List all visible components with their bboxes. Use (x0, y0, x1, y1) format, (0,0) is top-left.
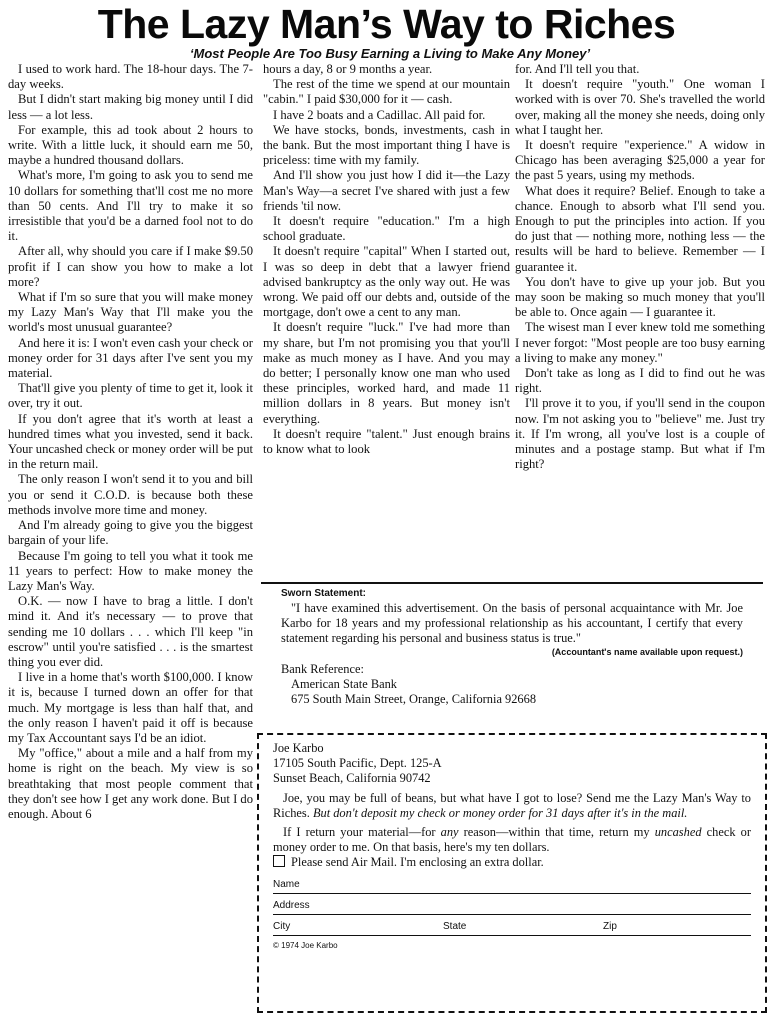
paragraph: It doesn't require "education." I'm a high school graduate. (263, 214, 510, 244)
paragraph: That'll give you plenty of time to get it, look it over, try it out. (8, 381, 253, 411)
bank-name: American State Bank (291, 677, 397, 691)
address-field-label: Address (273, 899, 310, 911)
paragraph: If you don't agree that it's worth at least a hundred times what you invested, send it back. Your uncashed check or money order will be put in the return mail. (8, 411, 253, 472)
paragraph: The only reason I won't send it to you and bill you or send it C.O.D. is because both these methods involve more time and money. (8, 472, 253, 517)
sworn-statement-box (261, 582, 763, 724)
column-3 (515, 62, 765, 472)
accountant-note: (Accountant's name available upon request.) (551, 647, 743, 657)
order-coupon[interactable] (257, 733, 767, 1013)
paragraph: hours a day, 8 or 9 months a year. (263, 62, 433, 76)
paragraph: The rest of the time we spend at our mountain "cabin." I paid $30,000 for it — cash. (263, 77, 510, 107)
coupon-address-line-1: 17105 South Pacific, Dept. 125-A (273, 755, 442, 770)
paragraph: I have 2 boats and a Cadillac. All paid for. (273, 107, 486, 122)
column-2 (263, 62, 510, 457)
paragraph: The wisest man I ever knew told me something I never forgot: "Most people are too busy earning a living to make any money." (515, 320, 765, 365)
paragraph: I used to work hard. The 18-hour days. The 7-day weeks. (8, 62, 253, 92)
zip-field-label: Zip (603, 920, 617, 932)
city-state-zip-field[interactable] (273, 915, 751, 936)
paragraph: And I'll show you just how I did it—the Lazy Man's Way—a secret I've shared with just a few friends 'til now. (263, 168, 510, 213)
subhead: ‘Most People Are Too Busy Earning a Living to Make Any Money’ (189, 46, 591, 61)
coupon-body-1-italic: But don't deposit my check or money order for 31 days after it's in the mail. (312, 806, 688, 821)
paragraph: It doesn't require "experience." A widow in Chicago has been averaging $25,000 a year for the past 5 years, using my methods. (515, 138, 765, 183)
airmail-checkbox[interactable] (273, 855, 285, 867)
coupon-address-line-2: Sunset Beach, California 90742 (273, 770, 431, 785)
name-field-label: Name (273, 878, 300, 890)
address-field[interactable] (273, 894, 751, 915)
bank-reference-label: Bank Reference: (281, 662, 364, 676)
headline: The Lazy Man’s Way to Riches (97, 1, 676, 47)
paragraph: What's more, I'm going to ask you to send me 10 dollars for something that'll cost me no more than 50 cents. And I'll try to make it so irresistible that you'd be a darned fool not to do it. (8, 168, 253, 244)
column-1 (8, 62, 253, 822)
paragraph: But I didn't start making big money until I did less — a lot less. (8, 92, 253, 122)
paragraph: And here it is: I won't even cash your check or money order for 31 days after I've sent you my material. (8, 335, 253, 381)
paragraph: I'll prove it to you, if you'll send in the coupon now. I'm not asking you to "believe" me. Just try it. If I'm wrong, all you've lost is a couple of minutes and a postage stamp. But what if I'm right? (515, 396, 765, 472)
name-field[interactable] (273, 873, 751, 894)
coupon-body-2-uncashed: uncashed (654, 824, 702, 839)
paragraph: For example, this ad took about 2 hours to write. With a little luck, it should earn me 50, maybe a hundred thousand dollars. (8, 122, 253, 168)
paragraph: After all, why should you care if I make $9.50 profit if I can show you how to make a lot more? (8, 244, 253, 289)
coupon-body-2-a: If I return your material—for (283, 824, 436, 839)
paragraph: We have stocks, bonds, investments, cash in the bank. But the most important thing I have is priceless: time with my family. (263, 122, 510, 168)
copyright: © 1974 Joe Karbo (273, 941, 338, 951)
paragraph: It doesn't require "luck." I've had more than my share, but I'm not promising you that you'll make as much money as I have. And you may do better; I personally know one man who used these principles, worked hard, and made 11 million dollars in 8 years. But money isn't everything. (263, 320, 510, 426)
paragraph: I live in a home that's worth $100,000. I know it is, because I turned down an offer for that much. My mortgage is less than half that, and the only reason I haven't paid it off is because my Tax Accountant says I'd be an idiot. (8, 670, 253, 745)
paragraph: And I'm already going to give you the biggest bargain of your life. (8, 518, 253, 548)
airmail-label: Please send Air Mail. I'm enclosing an extra dollar. (291, 854, 544, 869)
city-field-label: City (273, 920, 291, 932)
sworn-statement-text: "I have examined this advertisement. On the basis of personal acquaintance with Mr. Joe Karbo for 18 years and my professional relationship as his accountant, I certify that every statement regarding his personal and business status is true." (281, 601, 743, 645)
coupon-body-1 (273, 791, 751, 821)
paragraph: You don't have to give up your job. But you may soon be making so much money that you'll be able to. Once again — I guarantee it. (515, 274, 765, 320)
paragraph: It doesn't require "youth." One woman I worked with is over 70. She's travelled the world over, making all the money she needs, doing only what I taught her. (515, 77, 765, 137)
coupon-body-2 (273, 825, 751, 855)
sworn-statement-title: Sworn Statement: (281, 588, 367, 599)
coupon-body-2-any: any (440, 824, 459, 839)
paragraph: for. And I'll tell you that. (515, 62, 640, 76)
bank-address: 675 South Main Street, Orange, California 92668 (291, 692, 537, 706)
paragraph: What does it require? Belief. Enough to take a chance. Enough to absorb what I'll send you. Enough to put the principles into action. If you do just that — nothing more, nothing less — the results will be hard to believe. Remember — I guarantee it. (515, 183, 765, 274)
paragraph: Because I'm going to tell you what it took me 11 years to perfect: How to make money the Lazy Man's Way. (8, 548, 253, 593)
paragraph: It doesn't require "capital" When I started out, I was so deep in debt that a lawyer friend advised bankruptcy as the only way out. He was wrong. We paid off our debts and, outside of the mortgage, don't owe a cent to any man. (263, 244, 510, 320)
coupon-recipient-name: Joe Karbo (273, 741, 324, 755)
paragraph: It doesn't require "talent." Just enough brains to know what to look (263, 426, 510, 457)
paragraph: O.K. — now I have to brag a little. I don't mind it. And it's necessary — to prove that sending me 10 dollars . . . which I'll keep "in escrow" until you're satisfied . . . is the smartest thing you ever did. (8, 594, 253, 669)
airmail-option[interactable] (273, 855, 751, 870)
paragraph: What if I'm so sure that you will make money my Lazy Man's Way that I'll make you the world's most unusual guarantee? (8, 290, 253, 335)
state-field-label: State (443, 920, 467, 932)
coupon-body-1-text: Joe, you may be full of beans, but what have I got to lose? Send me the Lazy Man's Way to Riches. (273, 791, 751, 821)
coupon-body-2-b: reason—within that time, return my (463, 824, 650, 839)
paragraph: Don't take as long as I did to find out he was right. (515, 366, 765, 396)
paragraph: My "office," about a mile and a half from my home is right on the beach. My view is so breathtaking that most people comment that they don't see how I get any work done. But I do enough. About 6 (8, 746, 254, 821)
coupon-body-2-c: check or money order to me. On that basis, here's my ten dollars. (273, 824, 751, 854)
